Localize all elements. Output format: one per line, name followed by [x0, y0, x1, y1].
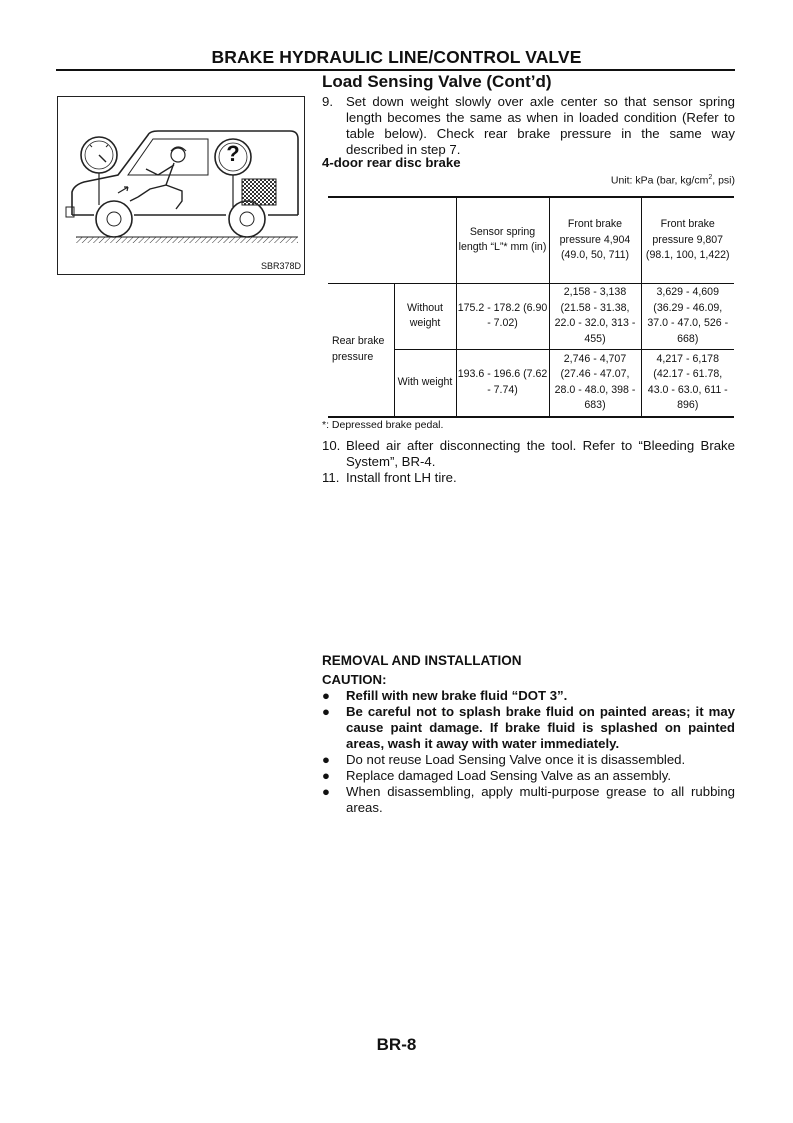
step-9	[322, 94, 735, 158]
step-text: Bleed air after disconnecting the tool. Refer to “Bleeding Brake System”, BR-4.	[346, 438, 735, 469]
row-label: Without weight	[394, 283, 456, 349]
removal-heading: REMOVAL AND INSTALLATION	[322, 653, 522, 668]
bullet-icon: ●	[322, 704, 330, 719]
list-item: ● Be careful not to splash brake fluid on painted areas; it may cause paint damage. If brake fluid is splashed on painted areas, wash it away with water immediately.	[322, 704, 735, 751]
step-number: 11.	[322, 470, 340, 485]
bullet-icon: ●	[322, 688, 330, 703]
vehicle-illustration	[57, 96, 305, 275]
unit-note: Unit: kPa (bar, $kg/cm^2$, psi)	[610, 174, 735, 187]
caution-label: CAUTION:	[322, 672, 387, 687]
header-rule	[56, 69, 735, 71]
section-title: Load Sensing Valve (Cont’d)	[322, 72, 552, 91]
step-number: 9.	[322, 94, 333, 109]
list-item: ● Replace damaged Load Sensing Valve as an assembly.	[322, 768, 672, 783]
header-sensor: Sensor spring length “L”* mm (in)	[456, 197, 549, 283]
header-front-1: Front brake pressure 4,904 (49.0, 50, 711)	[549, 197, 641, 283]
caution-list	[322, 688, 735, 816]
bullet-icon: ●	[322, 768, 330, 783]
bullet-icon: ●	[322, 784, 330, 799]
row-group-label: Rear brake pressure	[328, 283, 394, 417]
step-number: 10.	[322, 438, 341, 453]
page-number: BR-8	[376, 1035, 417, 1054]
step-text: Set down weight slowly over axle center so that sensor spring length becomes the same as when in loaded condition (Refer to table below). Check rear brake pressure in the same way described in step 7.	[346, 94, 735, 157]
cell-sensor: 193.6 - 196.6 (7.62 - 7.74)	[456, 349, 549, 417]
page-header-title: BRAKE HYDRAULIC LINE/CONTROL VALVE	[211, 47, 582, 67]
cell-front-2: 4,217 - 6,178 (42.17 - 61.78, 43.0 - 63.0, 611 - 896)	[641, 349, 734, 417]
step-text: Install front LH tire.	[346, 470, 457, 485]
step-11	[322, 470, 735, 486]
list-item: ● Refill with new brake fluid “DOT 3”.	[322, 688, 568, 703]
bullet-icon: ●	[322, 752, 330, 767]
header-front-2: Front brake pressure 9,807 (98.1, 100, 1,422)	[641, 197, 734, 283]
cell-sensor: 175.2 - 178.2 (6.90 - 7.02)	[456, 283, 549, 349]
row-label: With weight	[394, 349, 456, 417]
table-subheading: 4-door rear disc brake	[322, 155, 461, 170]
step-10	[322, 438, 735, 470]
table-header-row	[328, 197, 734, 283]
cell-front-1: 2,746 - 4,707 (27.46 - 47.07, 28.0 - 48.0, 398 - 683)	[549, 349, 641, 417]
vehicle-drawing	[58, 97, 304, 274]
pressure-spec-table	[328, 196, 734, 418]
list-item: ● When disassembling, apply multi-purpose grease to all rubbing areas.	[322, 784, 735, 815]
table-footnote: *: Depressed brake pedal.	[322, 419, 444, 431]
cell-front-2: 3,629 - 4,609 (36.29 - 46.09, 37.0 - 47.0, 526 - 668)	[641, 283, 734, 349]
figure-label: SBR378D	[260, 261, 301, 271]
question-mark-gauge-symbol: ?	[226, 141, 240, 166]
list-item: ● Do not reuse Load Sensing Valve once it is disassembled.	[322, 752, 686, 767]
cell-front-1: 2,158 - 3,138 (21.58 - 31.38, 22.0 - 32.0, 313 - 455)	[549, 283, 641, 349]
table-row	[328, 283, 734, 349]
